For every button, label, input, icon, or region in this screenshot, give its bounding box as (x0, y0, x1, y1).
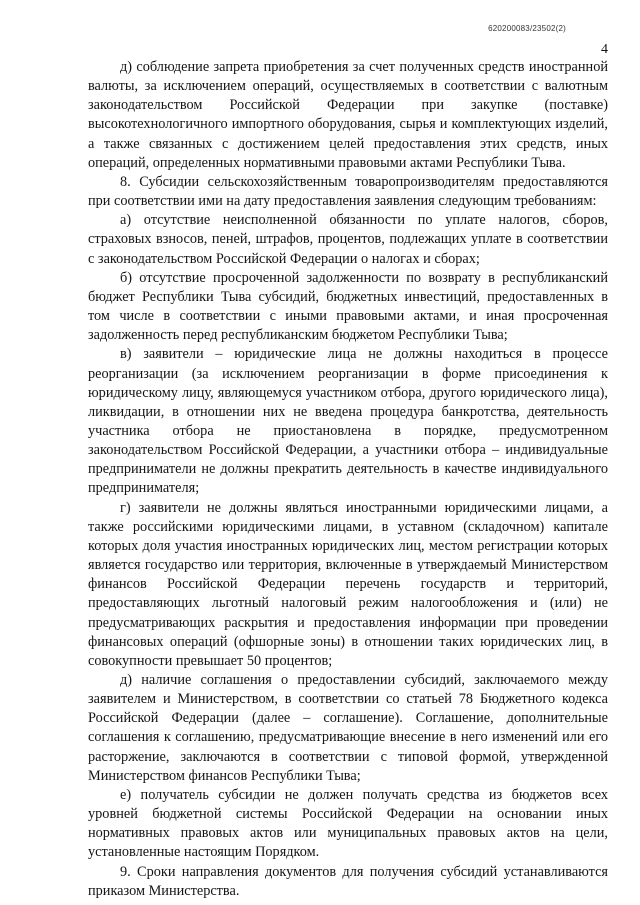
paragraph-e-no-other-budget-funds: е) получатель субсидии не должен получать средства из бюджетов всех уровней бюджетной системы Российской Федерации на основании иных нормативных правовых актов или муниципальных правовых актов на цели, установленные настоящим Порядком. (88, 786, 608, 861)
paragraph-8-requirements-intro: 8. Субсидии сельскохозяйственным товаропроизводителям предоставляются при соответствии ими на дату предоставления заявления следующим требованиям: (88, 173, 608, 210)
paragraph-9-submission-terms: 9. Сроки направления документов для получения субсидий устанавливаются приказом Министерства. (88, 863, 608, 899)
document-code: 620200083/23502(2) (488, 24, 566, 33)
paragraph-g-no-foreign-entities: г) заявители не должны являться иностранными юридическими лицами, а также российскими юридическими лицами, в уставном (складочном) капитале которых доля участия иностранных юридических лиц, местом регистрации которых является государство или территория, включенные в утверждаемый Министерством финансов Российской Федерации перечень государств и территорий, предоставляющих льготный налоговый режим налогообложения и (или) не предусматривающих раскрытия и предоставления информации при проведении финансовых операций (офшорные зоны) в отношении таких юридических лиц, в совокупности превышает 50 процентов; (88, 499, 608, 669)
page-number: 4 (601, 42, 608, 57)
paragraph-v-no-reorganization: в) заявители – юридические лица не должны находиться в процессе реорганизации (за исключением реорганизации в форме присоединения к юридическому лицу, являющемуся участником отбора, другого юридического лица), ликвидации, в отношении них не введена процедура банкротства, деятельность участника отбора не приостановлена в порядке, предусмотренном законодательством Российской Федерации, а участники отбора – индивидуальные предприниматели не должны прекратить деятельность в качестве индивидуального предпринимателя; (88, 346, 608, 497)
paragraph-d-currency-ban: д) соблюдение запрета приобретения за счет полученных средств иностранной валюты, за исключением операций, осуществляемых в соответствии с валютным законодательством Российской Федерации при закупке (поставке) высокотехнологичного импортного оборудования, сырья и комплектующих изделий, а также связанных с достижением целей предоставления этих средств, иных операций, определенных нормативными правовыми актами Республики Тыва. (88, 59, 608, 171)
document-body (88, 58, 608, 901)
paragraph-a-no-tax-debt: а) отсутствие неисполненной обязанности по уплате налогов, сборов, страховых взносов, пеней, штрафов, процентов, подлежащих уплате в соответствии с законодательством Российской Федерации о налогах и сборах; (88, 212, 608, 267)
paragraph-b-no-overdue-debt: б) отсутствие просроченной задолженности по возврату в республиканский бюджет Республики Тыва субсидий, бюджетных инвестиций, предоставленных в том числе в соответствии с иными правовыми актами, и иная просроченная задолженность перед республиканским бюджетом Республики Тыва; (88, 269, 608, 344)
paragraph-d-subsidy-agreement: д) наличие соглашения о предоставлении субсидий, заключаемого между заявителем и Министерством, в соответствии со статьей 78 Бюджетного кодекса Российской Федерации (далее – соглашение). Соглашение, дополнительные соглашения к соглашению, предусматривающие внесение в него изменений или его расторжение, заключаются в соответствии с типовой формой, утвержденной Министерством финансов Республики Тыва; (88, 672, 608, 784)
